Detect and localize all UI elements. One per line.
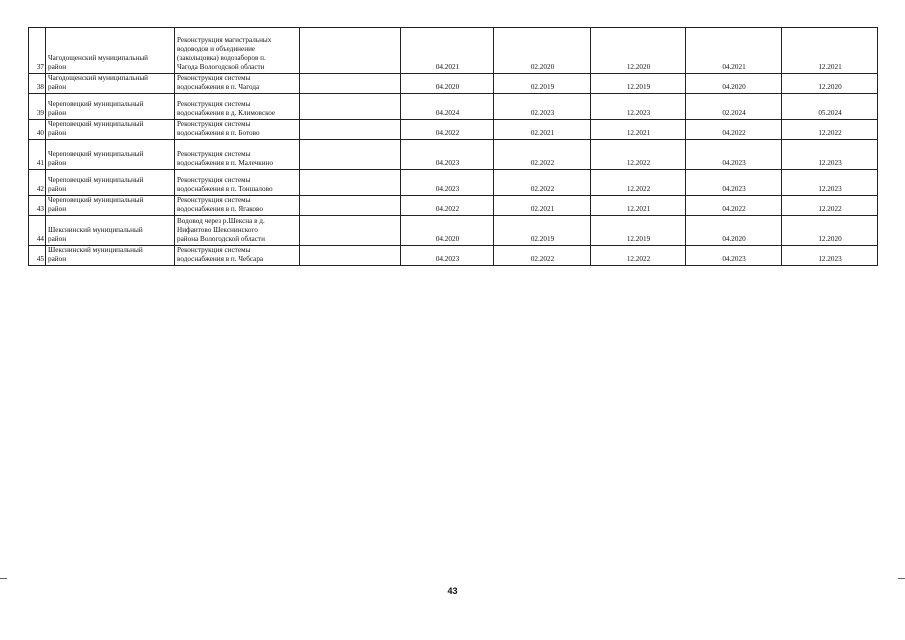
date-cell: 04.2023	[686, 140, 782, 170]
date-cell: 04.2022	[686, 196, 782, 216]
date-cell: 04.2021	[401, 28, 494, 74]
date-cell: 04.2020	[686, 216, 782, 246]
row-number: 43	[29, 196, 46, 216]
date-cell: 04.2024	[401, 94, 494, 120]
row-number: 45	[29, 246, 46, 266]
date-cell: 12.2022	[782, 196, 878, 216]
date-cell: 04.2023	[401, 140, 494, 170]
date-cell: 12.2020	[782, 216, 878, 246]
date-cell: 12.2020	[591, 28, 686, 74]
empty-cell	[300, 196, 401, 216]
table-row	[29, 140, 878, 170]
table-row	[29, 196, 878, 216]
date-cell: 02.2021	[494, 196, 591, 216]
date-cell: 05.2024	[782, 94, 878, 120]
date-cell: 12.2023	[782, 246, 878, 266]
empty-cell	[300, 74, 401, 94]
table-row	[29, 74, 878, 94]
date-cell: 12.2022	[591, 140, 686, 170]
date-cell: 12.2023	[782, 170, 878, 196]
date-cell: 04.2022	[401, 120, 494, 140]
object-cell: Реконструкция системы водоснабжения в п. Чебсара	[175, 246, 300, 266]
object-cell: Реконструкция системы водоснабжения в п. Ягаково	[175, 196, 300, 216]
date-cell: 04.2022	[401, 196, 494, 216]
date-cell: 04.2022	[686, 120, 782, 140]
date-cell: 12.2021	[591, 196, 686, 216]
object-cell: Реконструкция системы водоснабжения в д. Климовское	[175, 94, 300, 120]
district-cell: Чагодощенский муниципальный район	[46, 28, 175, 74]
empty-cell	[300, 140, 401, 170]
empty-cell	[300, 170, 401, 196]
date-cell: 12.2019	[591, 74, 686, 94]
object-cell: Реконструкция системы водоснабжения в п. Чагода	[175, 74, 300, 94]
district-cell: Череповецкий муниципальный район	[46, 140, 175, 170]
empty-cell	[300, 246, 401, 266]
object-cell: Реконструкция системы водоснабжения в п. Малечкино	[175, 140, 300, 170]
date-cell: 04.2023	[686, 246, 782, 266]
empty-cell	[300, 120, 401, 140]
date-cell: 12.2022	[591, 246, 686, 266]
district-cell: Чагодощенский муниципальный район	[46, 74, 175, 94]
table-row	[29, 216, 878, 246]
date-cell: 04.2023	[401, 170, 494, 196]
page-number: 43	[447, 586, 458, 596]
date-cell: 02.2019	[494, 216, 591, 246]
row-number: 41	[29, 140, 46, 170]
date-cell: 12.2023	[591, 94, 686, 120]
district-cell: Череповецкий муниципальный район	[46, 170, 175, 196]
table-row	[29, 120, 878, 140]
district-cell: Череповецкий муниципальный район	[46, 120, 175, 140]
empty-cell	[300, 94, 401, 120]
schedule-table	[28, 27, 878, 266]
district-cell: Шекснинский муниципальный район	[46, 246, 175, 266]
date-cell: 12.2022	[591, 170, 686, 196]
date-cell: 12.2020	[782, 74, 878, 94]
row-number: 37	[29, 28, 46, 74]
table-row	[29, 170, 878, 196]
date-cell: 02.2023	[494, 94, 591, 120]
district-cell: Шекснинский муниципальный район	[46, 216, 175, 246]
date-cell: 12.2023	[782, 140, 878, 170]
date-cell: 04.2023	[686, 170, 782, 196]
date-cell: 12.2021	[782, 28, 878, 74]
empty-cell	[300, 216, 401, 246]
row-number: 44	[29, 216, 46, 246]
district-cell: Череповецкий муниципальный район	[46, 94, 175, 120]
row-number: 42	[29, 170, 46, 196]
date-cell: 04.2021	[686, 28, 782, 74]
date-cell: 04.2020	[686, 74, 782, 94]
row-number: 38	[29, 74, 46, 94]
date-cell: 02.2022	[494, 246, 591, 266]
date-cell: 02.2024	[686, 94, 782, 120]
row-number: 39	[29, 94, 46, 120]
object-cell: Реконструкция системы водоснабжения в п. Ботово	[175, 120, 300, 140]
object-cell: Реконструкция системы водоснабжения в п. Тоншалово	[175, 170, 300, 196]
date-cell: 12.2019	[591, 216, 686, 246]
object-cell: Реконструкция магистральных водоводов и объединение (закольцовка) водозаборов п. Чагода Вологодской области	[175, 28, 300, 74]
table-row	[29, 246, 878, 266]
scan-edge-mark-left	[0, 578, 7, 579]
date-cell: 04.2023	[401, 246, 494, 266]
scan-edge-mark-right	[898, 578, 905, 579]
row-number: 40	[29, 120, 46, 140]
date-cell: 02.2021	[494, 120, 591, 140]
table-row	[29, 94, 878, 120]
date-cell: 02.2022	[494, 170, 591, 196]
district-cell: Череповецкий муниципальный район	[46, 196, 175, 216]
empty-cell	[300, 28, 401, 74]
date-cell: 12.2021	[591, 120, 686, 140]
date-cell: 04.2020	[401, 74, 494, 94]
object-cell: Водовод через р.Шексна в д. Нифантово Шекснинского района Вологодской области	[175, 216, 300, 246]
date-cell: 02.2020	[494, 28, 591, 74]
table-row	[29, 28, 878, 74]
date-cell: 04.2020	[401, 216, 494, 246]
date-cell: 12.2022	[782, 120, 878, 140]
date-cell: 02.2022	[494, 140, 591, 170]
date-cell: 02.2019	[494, 74, 591, 94]
